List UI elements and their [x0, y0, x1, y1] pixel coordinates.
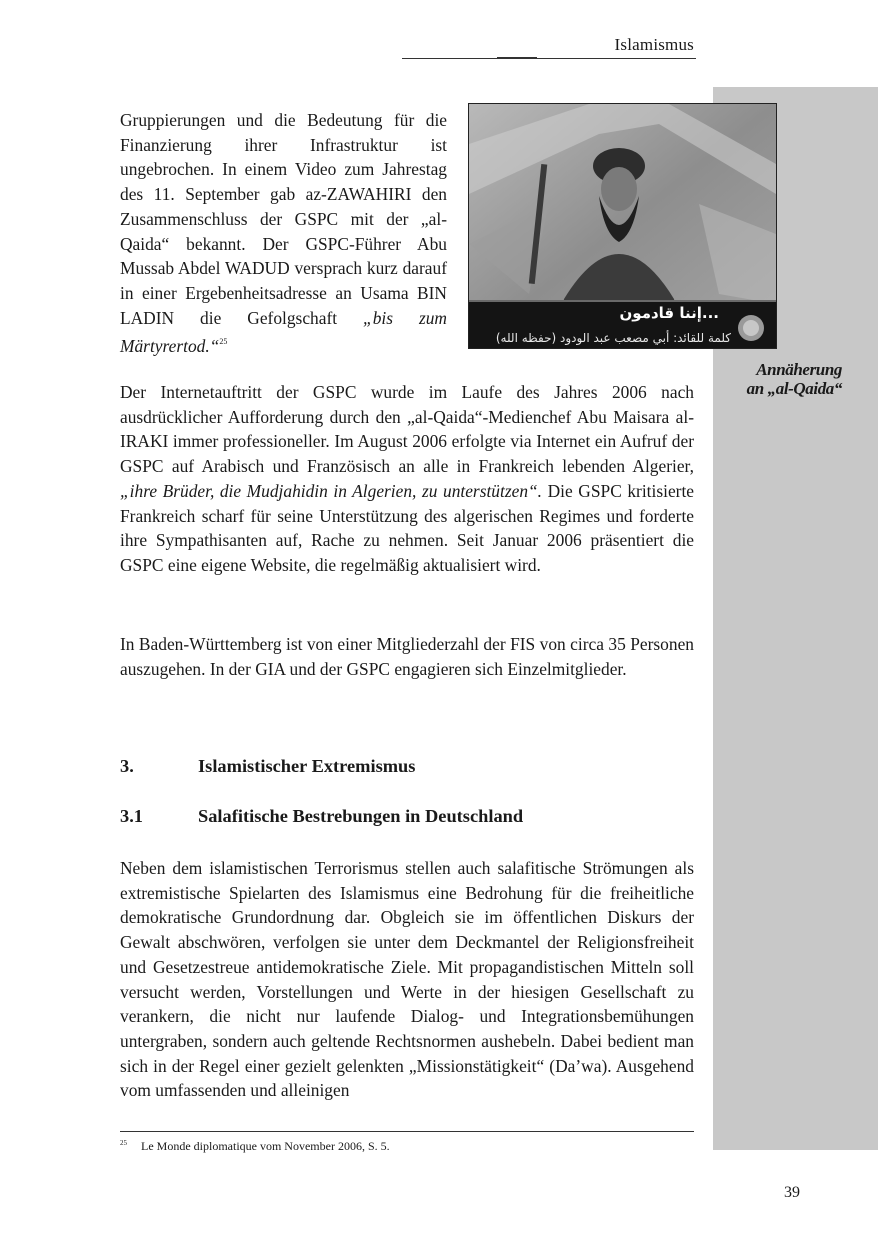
paragraph-gspc-internet — [120, 380, 694, 578]
video-still-photo — [468, 103, 777, 349]
intro-paragraph — [120, 108, 447, 359]
photo-illustration — [469, 104, 776, 348]
margin-note — [720, 360, 842, 398]
footnote — [120, 1139, 390, 1154]
paragraph-gspc-text-2: Die GSPC kritisierte Frankreich scharf für seine Unterstützung des algerischen Regimes und forderte ihre Sympathisanten auf, Rache zu nehmen. Seit Januar 2006 präsentiert die GSPC eine eigene Website, die regelmäßig aktualisiert wird. — [120, 480, 694, 575]
header-rule-accent — [497, 57, 537, 59]
photo-caption-line-1: إننا قادمون... — [619, 304, 719, 322]
footnote-text: Le Monde diplomatique vom November 2006, S. 5. — [141, 1139, 390, 1153]
header-rule — [402, 58, 696, 59]
paragraph-salafism: Neben dem islamistischen Terrorismus stellen auch salafitische Strömungen als extremistische Spielarten des Islamismus eine Bedrohung für die freiheitliche demokratische Grundordnung dar. Obgleich sie im öffentlichen Diskurs der Gewalt abschwören, verfolgen sie unter dem Deckmantel der Religionsfreiheit und Gesetzestreue antidemokratische Ziele. Mit propagandistischen Mitteln soll versucht werden, Vorstellungen und Werte in der hiesigen Gesellschaft zu verankern, die nicht nur laufende Dialog- und Integrationsbemühungen untergraben, sondern auch geltende Rechtsnormen aushebeln. Dabei bedient man sich in der Regel einer gezielt gelenkten „Missionstätigkeit“ (Da’wa). Ausgehend vom umfassenden und alleinigen — [120, 858, 694, 1101]
paragraph-gspc-quote: „ihre Brüder, die Mudjahidin in Algerien, zu unterstützen“. — [120, 480, 543, 501]
intro-quote: „bis zum Märtyrertod.“ — [120, 307, 447, 357]
running-head: Islamismus — [614, 35, 694, 54]
section-title: Islamistischer Extremismus — [198, 756, 416, 776]
subsection-number: 3.1 — [120, 806, 143, 826]
section-heading-3 — [120, 756, 415, 777]
paragraph-baden-wuerttemberg: In Baden-Württemberg ist von einer Mitgliederzahl der FIS von circa 35 Personen auszugehen. In der GIA und der GSPC engagieren sich Einzelmitglieder. — [120, 634, 694, 679]
intro-text: Gruppierungen und die Bedeutung für die Finanzierung ihrer Infrastruktur ist ungebrochen. In einem Video zum Jahrestag des 11. September gab az-ZAWAHIRI den Zusammenschluss der GSPC mit der „al-Qaida“ bekannt. Der GSPC-Führer Abu Mussab Abdel WADUD versprach kurz darauf in einer Ergebenheitsadresse an Usama BIN LADIN die Gefolgschaft — [120, 110, 447, 328]
section-heading-3-1 — [120, 806, 523, 827]
footnote-reference: 25 — [219, 337, 228, 347]
footnote-number: 25 — [120, 1139, 127, 1147]
photo-caption-line-2: كلمة للقائد: أبي مصعب عبد الودود (حفظه الله) — [495, 331, 731, 345]
footnote-rule — [120, 1131, 694, 1132]
paragraph-gspc-text-1: Der Internetauftritt der GSPC wurde im Laufe des Jahres 2006 nach ausdrücklicher Aufforderung durch den „al-Qaida“-Medienchef Abu Maisara al-IRAKI immer professioneller. Im August 2006 erfolgte via Internet ein Aufruf der GSPC auf Arabisch und Französisch an alle in Frankreich lebenden Algerier, — [120, 382, 694, 477]
page-number: 39 — [784, 1184, 800, 1201]
margin-note-line-1: Annäherung — [756, 360, 842, 379]
margin-note-line-2: an „al-Qaida“ — [746, 379, 842, 398]
subsection-title: Salafitische Bestrebungen in Deutschland — [198, 806, 524, 826]
section-number: 3. — [120, 756, 134, 776]
